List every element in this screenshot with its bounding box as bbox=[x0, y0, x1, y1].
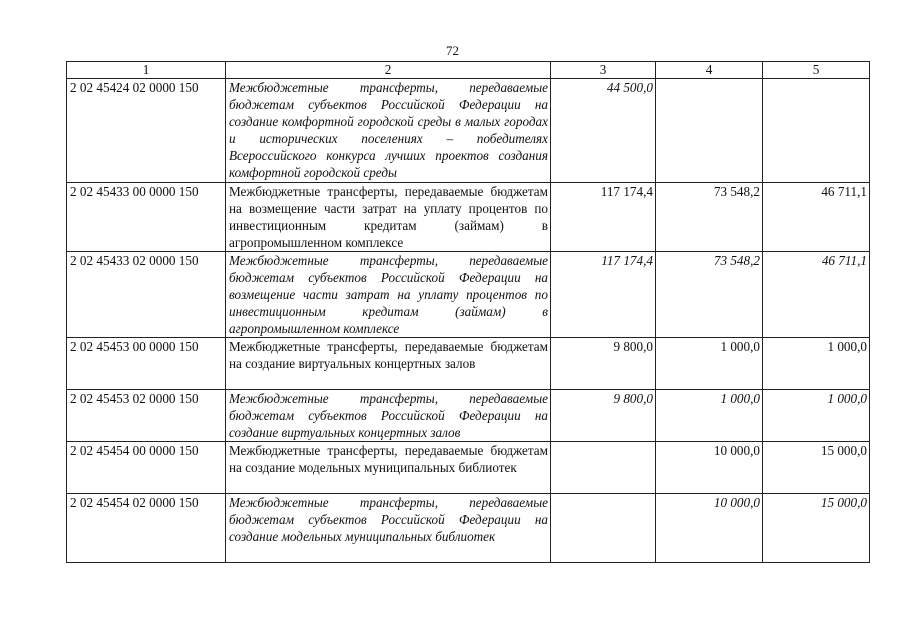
amount-col-4: 1 000,0 bbox=[656, 338, 763, 390]
amount-col-4: 1 000,0 bbox=[656, 390, 763, 442]
description: Межбюджетные трансферты, передаваемые бюджетам субъектов Российской Федерации на создание виртуальных концертных залов bbox=[226, 390, 551, 442]
amount-col-3 bbox=[551, 442, 656, 494]
description: Межбюджетные трансферты, передаваемые бюджетам субъектов Российской Федерации на возмещение части затрат на уплату процентов по инвестиционным кредитам (займам) в агропромышленном комплексе bbox=[226, 252, 551, 338]
table-row bbox=[67, 390, 870, 442]
description: Межбюджетные трансферты, передаваемые бюджетам на создание модельных муниципальных библиотек bbox=[226, 442, 551, 494]
header-col-5: 5 bbox=[763, 62, 870, 79]
table-row bbox=[67, 252, 870, 338]
page-number: 72 bbox=[446, 43, 459, 58]
table-row bbox=[67, 79, 870, 183]
amount-col-3: 9 800,0 bbox=[551, 338, 656, 390]
description: Межбюджетные трансферты, передаваемые бюджетам на возмещение части затрат на уплату процентов по инвестиционным кредитам (займам) в агропромышленном комплексе bbox=[226, 183, 551, 252]
header-col-3: 3 bbox=[551, 62, 656, 79]
header-row bbox=[67, 62, 870, 79]
header-col-2: 2 bbox=[226, 62, 551, 79]
budget-code: 2 02 45454 02 0000 150 bbox=[67, 494, 226, 563]
table-header bbox=[67, 62, 870, 79]
budget-table bbox=[66, 61, 870, 563]
amount-col-4: 10 000,0 bbox=[656, 494, 763, 563]
amount-col-5: 1 000,0 bbox=[763, 338, 870, 390]
budget-code: 2 02 45453 02 0000 150 bbox=[67, 390, 226, 442]
amount-col-3: 117 174,4 bbox=[551, 183, 656, 252]
table-row bbox=[67, 442, 870, 494]
budget-code: 2 02 45433 02 0000 150 bbox=[67, 252, 226, 338]
amount-col-4: 73 548,2 bbox=[656, 252, 763, 338]
amount-col-5: 15 000,0 bbox=[763, 494, 870, 563]
table-row bbox=[67, 183, 870, 252]
amount-col-4 bbox=[656, 79, 763, 183]
budget-code: 2 02 45433 00 0000 150 bbox=[67, 183, 226, 252]
amount-col-3: 9 800,0 bbox=[551, 390, 656, 442]
budget-code: 2 02 45454 00 0000 150 bbox=[67, 442, 226, 494]
amount-col-3: 44 500,0 bbox=[551, 79, 656, 183]
header-col-4: 4 bbox=[656, 62, 763, 79]
amount-col-5: 15 000,0 bbox=[763, 442, 870, 494]
amount-col-4: 10 000,0 bbox=[656, 442, 763, 494]
amount-col-5: 1 000,0 bbox=[763, 390, 870, 442]
description: Межбюджетные трансферты, передаваемые бюджетам субъектов Российской Федерации на создание модельных муниципальных библиотек bbox=[226, 494, 551, 563]
description: Межбюджетные трансферты, передаваемые бюджетам субъектов Российской Федерации на создание комфортной городской среды в малых городах и исторических поселениях – победителях Всероссийского конкурса лучших проектов создания комфортной городской среды bbox=[226, 79, 551, 183]
amount-col-5: 46 711,1 bbox=[763, 252, 870, 338]
amount-col-3: 117 174,4 bbox=[551, 252, 656, 338]
amount-col-5: 46 711,1 bbox=[763, 183, 870, 252]
budget-code: 2 02 45424 02 0000 150 bbox=[67, 79, 226, 183]
amount-col-3 bbox=[551, 494, 656, 563]
description: Межбюджетные трансферты, передаваемые бюджетам на создание виртуальных концертных залов bbox=[226, 338, 551, 390]
budget-code: 2 02 45453 00 0000 150 bbox=[67, 338, 226, 390]
table-row bbox=[67, 494, 870, 563]
table-row bbox=[67, 338, 870, 390]
amount-col-5 bbox=[763, 79, 870, 183]
header-col-1: 1 bbox=[67, 62, 226, 79]
table-body bbox=[67, 79, 870, 563]
amount-col-4: 73 548,2 bbox=[656, 183, 763, 252]
